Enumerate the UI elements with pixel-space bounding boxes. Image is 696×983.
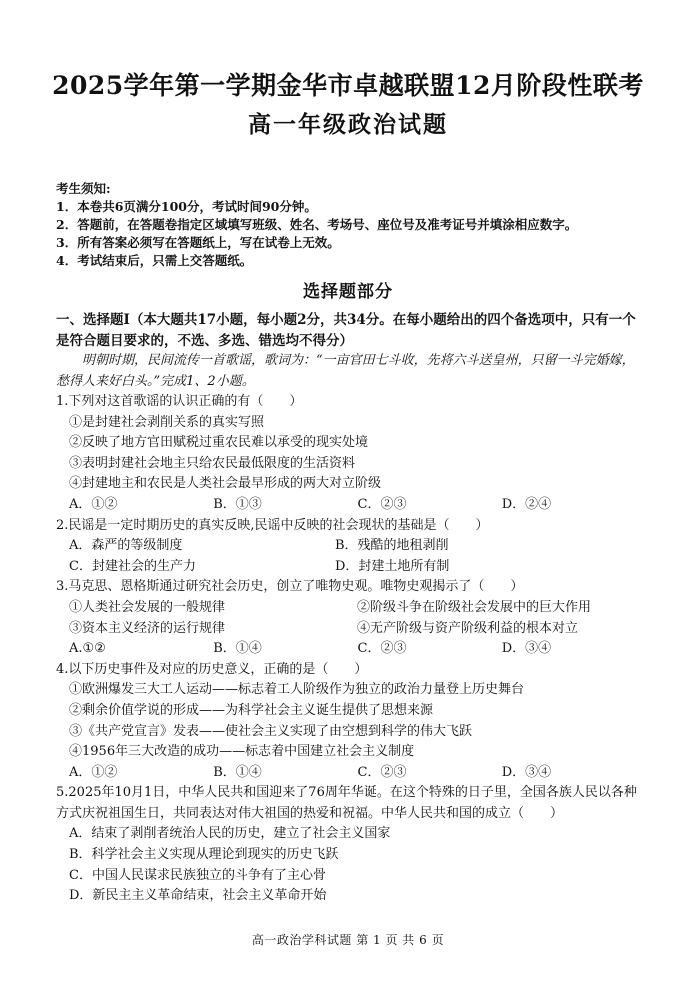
statement: ②反映了地方官田赋税过重农民难以承受的现实处境	[69, 435, 369, 451]
option-b: B．科学社会主义实现从理论到现实的历史飞跃	[69, 847, 339, 863]
option-d: D．②④	[501, 496, 552, 512]
statement: ④无产阶级与资产阶级利益的根本对立	[357, 620, 579, 636]
option-b: B．①④	[213, 764, 262, 780]
statement: ①人类社会发展的一般规律	[69, 599, 226, 615]
question-stem: 5.2025年10月1日，中华人民共和国迎来了76周年华诞。在这个特殊的日子里，全国各族人民以各种方式庆祝祖国生日，共同表达对伟大祖国的热爱和祝福。中华人民共和国的成立（ ）	[56, 785, 637, 821]
statement: ④1956年三大改造的成功——标志着中国建立社会主义制度	[69, 744, 415, 760]
statement-row	[56, 619, 646, 640]
option-c: C．中国人民谋求民族独立的斗争有了主心骨	[69, 867, 326, 883]
statement: ④封建地主和农民是人类社会最早形成的两大对立阶级	[69, 476, 382, 492]
option-c: C．封建社会的生产力	[69, 558, 196, 574]
option-a: A．①②	[69, 764, 118, 780]
statement: ②剩余价值学说的形成——为科学社会主义诞生提供了思想来源	[69, 702, 434, 718]
question-stem: 1.下列对这首歌谣的认识正确的有（ ）	[56, 394, 303, 409]
question-list	[56, 392, 646, 907]
section-title: 选择题部分	[303, 282, 393, 302]
question-4	[56, 660, 646, 784]
statement: ③《共产党宣言》发表——使社会主义实现了由空想到科学的伟大飞跃	[69, 723, 473, 739]
option-a: A．①②	[69, 496, 118, 512]
part-intro: 一、选择题Ⅰ（本大题共17小题，每小题2分，共34分。在每小题给出的四个备选项中，只有一个是符合题目要求的，不选、多选、错选均不得分）	[56, 312, 636, 349]
notice-item: 3．所有答案必须写在答题纸上，写在试卷上无效。	[56, 235, 340, 250]
answer-options	[56, 536, 646, 557]
question-3	[56, 577, 646, 659]
option-a: A．结束了剥削者统治人民的历史，建立了社会主义国家	[69, 826, 391, 842]
option-b: B．①③	[213, 496, 262, 512]
answer-options	[56, 763, 646, 784]
statement: ③资本主义经济的运行规律	[69, 620, 226, 636]
statement: ①欧洲爆发三大工人运动——标志着工人阶级作为独立的政治力量登上历史舞台	[69, 682, 525, 698]
option-a: A.①②	[69, 641, 106, 657]
question-stem: 4.以下历史事件及对应的历史意义，正确的是（ ）	[56, 661, 368, 677]
option-d: D．③④	[501, 641, 552, 657]
option-b: B．①④	[213, 641, 262, 657]
notice-heading: 考生须知:	[56, 181, 111, 196]
answer-options	[56, 557, 646, 578]
statement: ①是封建社会剥削关系的真实写照	[69, 414, 265, 430]
question-stem: 3.马克思、恩格斯通过研究社会历史，创立了唯物史观。唯物史观揭示了（ ）	[56, 579, 524, 595]
option-b: B．残酷的地租剥削	[335, 538, 449, 554]
notice-item: 1．本卷共6页满分100分，考试时间90分钟。	[56, 199, 317, 214]
answer-options	[56, 639, 646, 660]
question-stem: 2.民谣是一定时期历史的真实反映,民谣中反映的社会现状的基础是（ ）	[56, 517, 489, 533]
reading-material: 明朝时期，民间流传一首歌谣，歌词为：“一亩官田七斗收，先将六斗送皇州，只留一斗完婚嫁，愁得人来好白头。”完成1、2小题。	[56, 353, 635, 389]
page-footer: 高一政治学科试题 第 1 页 共 6 页	[251, 933, 445, 947]
statement-row	[56, 598, 646, 619]
option-c: C．②③	[357, 641, 407, 657]
option-a: A．森严的等级制度	[69, 538, 183, 554]
question-1	[56, 392, 646, 516]
notice-item: 4．考试结束后，只需上交答题纸。	[56, 253, 253, 268]
statement: ②阶级斗争在阶级社会发展中的巨大作用	[357, 599, 592, 615]
candidate-notice	[56, 180, 656, 270]
statement: ③表明封建社会地主只给农民最低限度的生活资料	[69, 455, 356, 471]
option-d: D．③④	[501, 764, 552, 780]
exam-title: 2025学年第一学期金华市卓越联盟12月阶段性联考	[52, 71, 644, 100]
option-c: C．②③	[357, 496, 407, 512]
option-d: D．新民主主义革命结束，社会主义革命开始	[69, 888, 327, 904]
answer-options	[56, 495, 646, 516]
question-2	[56, 516, 646, 578]
notice-item: 2．答题前，在答题卷指定区域填写班级、姓名、考场号、座位号及准考证号并填涂相应数字。	[56, 217, 578, 232]
question-5	[56, 783, 646, 907]
exam-subtitle: 高一年级政治试题	[248, 111, 448, 138]
option-d: D．封建土地所有制	[335, 558, 450, 574]
option-c: C．②③	[357, 764, 407, 780]
